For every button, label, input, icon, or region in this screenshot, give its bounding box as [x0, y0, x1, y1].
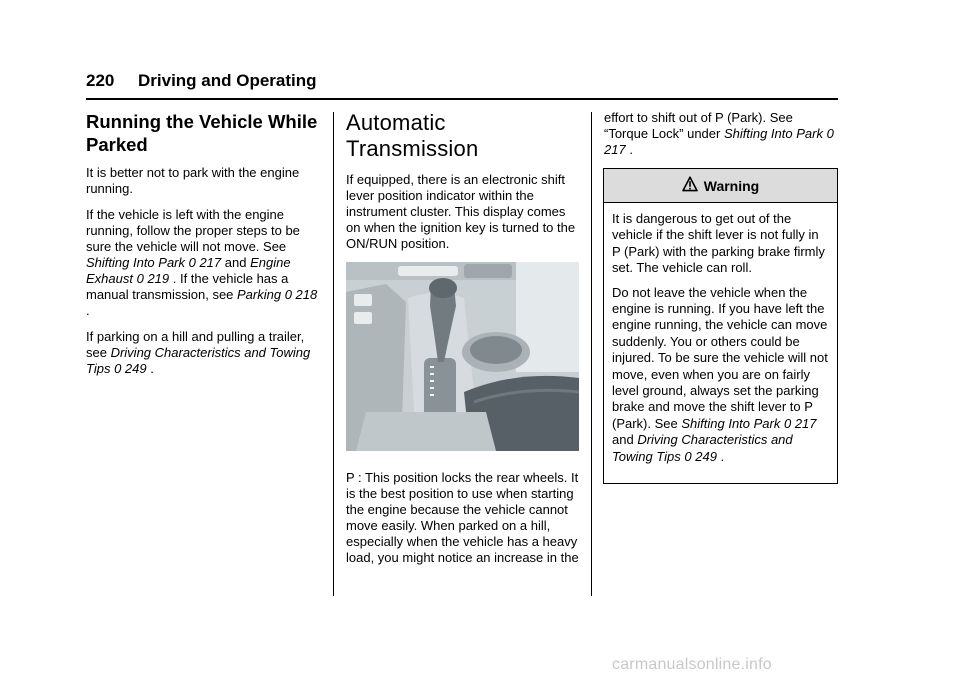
xref-page[interactable]: 0 217 — [604, 126, 834, 157]
xref-page[interactable]: 0 219 — [132, 271, 173, 286]
paragraph: It is better not to park with the engine running. — [86, 165, 300, 196]
xref-link[interactable]: Shifting Into Park — [681, 415, 781, 431]
paragraph: If equipped, there is an electronic shift lever position indicator within the instrument cluster. This display comes on when the ignition key is turned to the ON/RUN position. — [346, 172, 576, 251]
warning-header — [604, 169, 837, 203]
gear-label: P : — [346, 470, 366, 485]
column-divider — [333, 112, 334, 596]
xref-page[interactable]: 0 249 — [110, 361, 151, 376]
column-divider — [591, 112, 592, 596]
heading-running-vehicle: Running the Vehicle While Parked — [86, 111, 318, 155]
column-2-lower — [346, 470, 582, 576]
xref-link[interactable]: Shifting Into Park — [86, 255, 185, 270]
page-number: 220 — [86, 71, 115, 90]
column-3 — [604, 110, 840, 168]
xref-link[interactable]: Driving Characteristics and Towing Tips — [612, 432, 793, 464]
column-1 — [86, 110, 322, 387]
warning-icon — [682, 176, 698, 195]
warning-body — [604, 203, 837, 465]
page-header — [86, 71, 838, 97]
xref-link[interactable]: Driving Characteristics and Towing Tips — [86, 345, 311, 376]
paragraph: If parking on a hill and pulling a trailer, see Driving Characteristics and Towing Tips 0 249 . — [86, 329, 311, 376]
header-rule — [86, 98, 838, 100]
xref-link[interactable]: Engine Exhaust — [86, 255, 291, 286]
xref-link[interactable]: Shifting Into Park — [723, 126, 823, 141]
xref-page[interactable]: 0 249 — [680, 448, 721, 464]
heading-automatic-transmission: Automatic Transmission — [346, 110, 479, 161]
column-2 — [346, 110, 582, 262]
section-title: Driving and Operating — [138, 71, 317, 90]
paragraph: It is dangerous to get out of the vehicle if the shift lever is not fully in P (Park) with the parking brake firmly set. The vehicle can roll. — [612, 211, 825, 276]
xref-page[interactable]: 0 217 — [185, 255, 225, 270]
shift-lever-photo — [346, 262, 579, 451]
xref-page[interactable]: 0 218 — [281, 287, 318, 302]
xref-link[interactable]: Parking — [237, 287, 282, 302]
paragraph-continued: effort to shift out of P (Park). See “Torque Lock” under Shifting Into Park 0 217 . — [604, 110, 834, 157]
warning-title: Warning — [703, 177, 760, 194]
warning-box — [603, 168, 838, 484]
watermark: carmanualsonline.info — [612, 656, 772, 673]
paragraph-p-position: P : This position locks the rear wheels. It is the best position to use when starting the engine because the vehicle cannot move easily. When parked on a hill, especially when the vehicle has a heavy load, you might notice an increase in the — [346, 470, 579, 565]
xref-page[interactable]: 0 217 — [780, 415, 817, 431]
paragraph: If the vehicle is left with the engine running, follow the proper steps to be sure the vehicle will not move. See Shifting Into Park 0 217 and Engine Exhaust 0 219 . If the vehicle has a manual transmission, see Parking 0 218 . — [86, 207, 318, 318]
paragraph: Do not leave the vehicle when the engine is running. If you have left the engine running, the vehicle can move suddenly. You or others could be injured. To be sure the vehicle will not move, even when you are on fairly level ground, always set the parking brake and move the shift lever to P (Park). See Shifting Into Park 0 217 and Driving Characteristics and Towing Tips 0 249 . — [612, 284, 828, 464]
